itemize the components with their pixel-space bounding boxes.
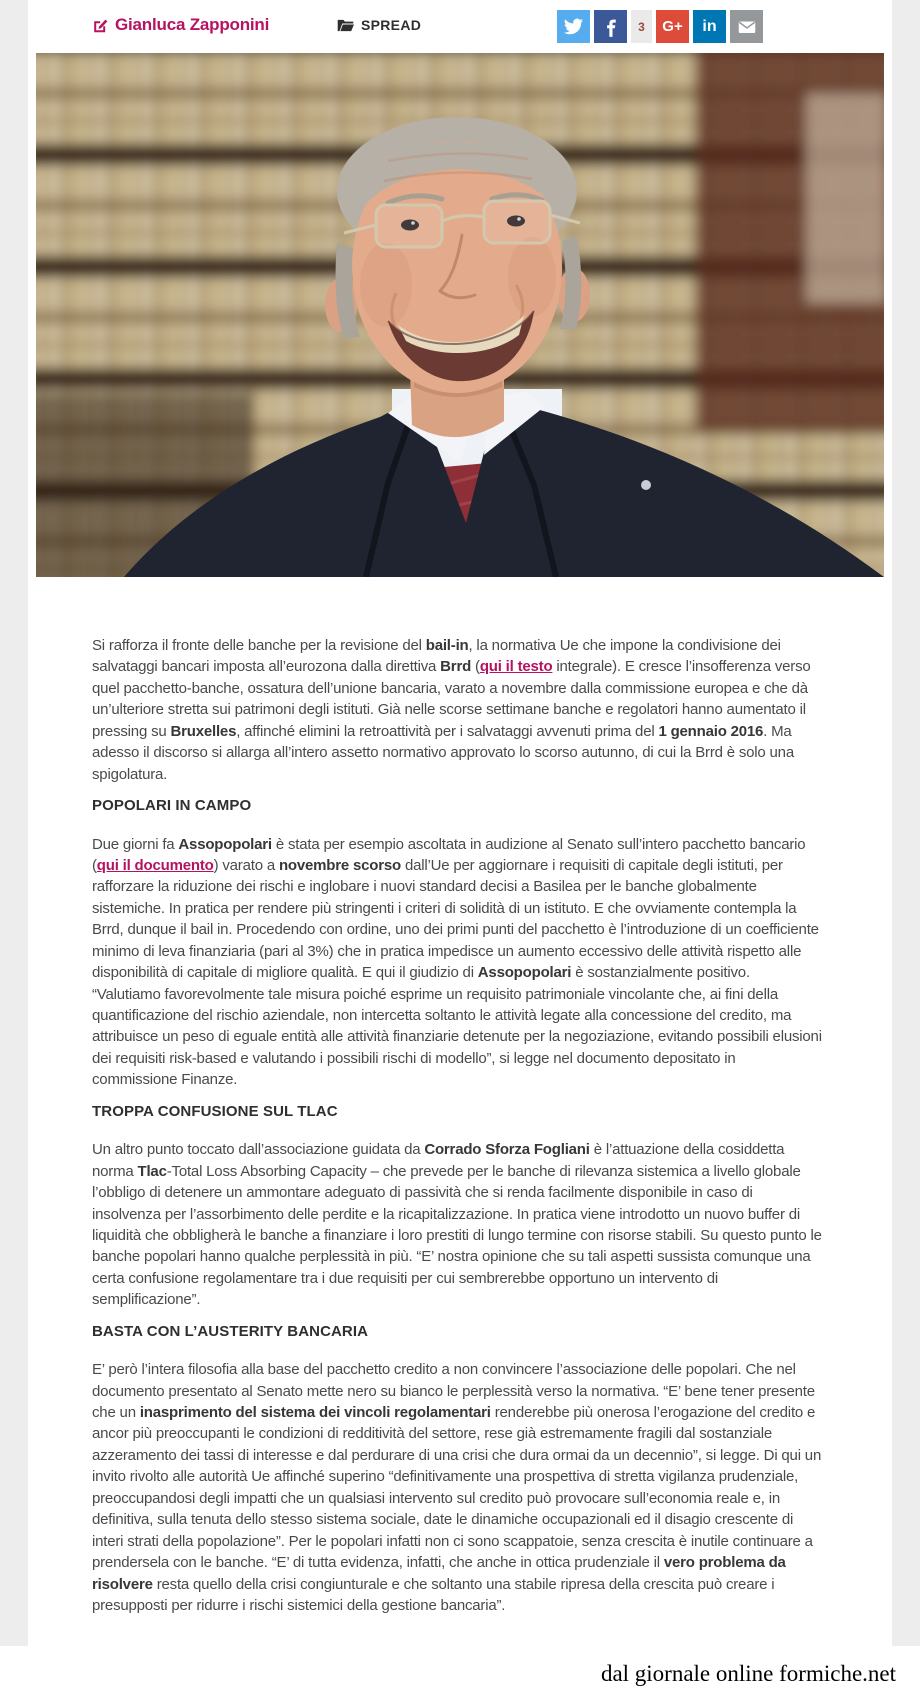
bold-text: Corrado Sforza Fogliani <box>424 1141 590 1159</box>
plain-text: è l’attuazione della cosiddetta norma <box>92 1141 785 1180</box>
bold-text: bail-in <box>425 637 469 654</box>
article-paragraph <box>92 635 822 785</box>
edit-pencil-icon <box>92 17 108 33</box>
bold-text: inasprimento del sistema dei vincoli regolamentari <box>139 1404 491 1421</box>
plain-text: . Ma adesso il discorso si allarga all’intero assetto normativo approvato lo scorso autunno, di cui la Brrd è solo una spigolatura. <box>92 722 794 783</box>
article-paragraph <box>92 1139 822 1311</box>
plain-text: è sostanzialmente positivo. “Valutiamo favorevolmente tale misura poiché esprime un requisito patrimoniale vincolante che, ai fini della quantificazione del rischio aziendale, non intercetta soltanto le attività legate alla concessione del credito, ma attribuisce un peso di eguale entità alle attività finanziarie detenute per la negoziazione, evitando possibili elusioni dei requisiti risk-based e valutando i possibili rischi di modello”, si legge nel documento depositato in commissione Finanze. <box>92 964 822 1089</box>
plain-text: integrale). E cresce l’insofferenza verso quel pacchetto-banche, ossatura dell’unione bancaria, varato a novembre dalla commissione europea e che dà un’ulteriore stretta sui patrimoni degli istituti. Già nelle scorse settimane banche e regolatori hanno aumentato il pressing su <box>92 658 811 740</box>
plain-text: renderebbe più onerosa l’erogazione del credito e ancor più preoccupanti le condizioni di redditività del settore, rese già estremamente fragili dal sostanziale azzeramento dei tassi di interesse e dal perdurare di una crisi che dura ormai da un decennio”, si legge. Di qui un invito rivolto alle autorità Ue affinché superino “definitivamente una prospettiva di stretta vigilanza prudenziale, preoccupandosi degli impatti che un qualsiasi intervento sul credito può provocare sull’economia reale e, in definitiva, sulla tenuta dello stesso sistema sociale, date le dinamiche occupazionali ed il disagio crescente di interi strati della popolazione”. Per le popolari infatti non ci sono scappatoie, senza crescita è inutile continuare a prendersela con le banche. “E’ di tutta evidenza, infatti, che anche in ottica prudenziale il <box>92 1404 822 1572</box>
folder-icon <box>337 18 354 33</box>
plain-text: ( <box>471 658 480 676</box>
linkedin-icon: in <box>702 17 717 35</box>
section-heading: TROPPA CONFUSIONE SUL TLAC <box>92 1102 338 1120</box>
article-meta-bar <box>36 0 884 53</box>
bold-text: Tlac <box>137 1162 167 1180</box>
category-link[interactable] <box>337 17 421 33</box>
author-name: Gianluca Zapponini <box>115 15 270 34</box>
bold-text: Assopopolari <box>178 835 272 853</box>
plain-text: , la normativa Ue che impone la condivisione dei salvataggi bancari imposta all’eurozona dalla direttiva <box>92 637 781 676</box>
twitter-icon <box>563 16 584 37</box>
bold-text: Brrd <box>440 658 472 676</box>
share-buttons <box>557 10 763 43</box>
plain-text: ) varato a <box>213 856 279 874</box>
inline-link[interactable]: qui il testo <box>479 658 553 676</box>
google-plus-icon: G+ <box>662 18 683 35</box>
article-photo <box>36 53 884 577</box>
bold-text: Bruxelles <box>170 722 237 740</box>
bold-text: novembre scorso <box>278 856 401 874</box>
inline-link[interactable]: qui il documento <box>96 856 214 874</box>
share-facebook-button[interactable] <box>594 10 627 43</box>
article-paragraph <box>92 834 822 1091</box>
facebook-icon <box>600 16 621 37</box>
author-link[interactable] <box>92 15 269 35</box>
bold-text: 1 gennaio 2016 <box>658 722 764 740</box>
plain-text: è stata per esempio ascoltata in audizione al Senato sull’intero pacchetto bancario ( <box>92 835 806 874</box>
share-twitter-button[interactable] <box>557 10 590 43</box>
plain-text: Due giorni fa <box>92 835 179 853</box>
plain-text: resta quello della crisi congiunturale e che soltanto una stabile ripresa della crescita può creare i presupposti per ridurre i rischi sistemici della gestione bancaria”. <box>92 1575 775 1614</box>
plain-text: E’ però l’intera filosofia alla base del pacchetto credito a non convincere l’associazione delle popolari. Che nel documento presentato al Senato mette nero su bianco le perplessità verso la normativa. “E’ bene tener presente che un <box>92 1361 815 1421</box>
facebook-share-count: 3 <box>631 10 652 43</box>
article-paragraph <box>92 1359 822 1616</box>
plain-text: dall’Ue per aggiornare i requisiti di capitale degli istituti, per rafforzare la riduzione dei rischi e inglobare i nuovi standard decisi a Basilea per le banche globalmente sistemiche. In pratica per rendere più stringenti i criteri di solidità di un istituto. E che ovviamente contempla la Brrd, dunque il bail in. Procedendo con ordine, uno dei primi punti del pacchetto è l’introduzione di un coefficiente minimo di leva finanziaria (pari al 3%) che in pratica impedisce un aumento eccessivo delle attività rispetto alle disponibilità di capitale di migliore qualità. E qui il giudizio di <box>92 856 819 982</box>
article-body <box>92 635 822 1616</box>
source-credit: dal giornale online formiche.net <box>600 1660 896 1686</box>
plain-text: Si rafforza il fronte delle banche per la revisione del <box>92 637 426 654</box>
share-googleplus-button[interactable] <box>656 10 689 43</box>
plain-text: , affinché elimini la retroattività per i salvataggi avvenuti prima del <box>236 722 659 740</box>
bold-text: Assopopolari <box>477 964 572 982</box>
bold-text: vero problema da risolvere <box>92 1554 786 1593</box>
section-heading: POPOLARI IN CAMPO <box>92 797 252 815</box>
section-heading: BASTA CON L’AUSTERITY BANCARIA <box>92 1322 369 1340</box>
envelope-icon <box>736 16 758 38</box>
share-email-button[interactable] <box>730 10 763 43</box>
share-linkedin-button[interactable] <box>693 10 726 43</box>
plain-text: -Total Loss Absorbing Capacity – che prevede per le banche di rilevanza sistemica a livello globale l’obbligo di detenere un ammontare adeguato di passività che si renda facilmente disponibile in caso di insolvenza per l’assorbimento delle perdite e la ricapitalizzazione. In pratica viene introdotto un nuovo buffer di liquidità che obbligherà le banche a finanziare i loro prestiti di lungo termine con risorse stabili. Su questo punto le banche popolari hanno qualche perplessità in più. “E’ nostra opinione che su tali aspetti sussista comunque una certa confusione regolamentare tra i due requisiti per cui sembrerebbe opportuno un intervento di semplificazione”. <box>92 1162 822 1309</box>
category-label: SPREAD <box>361 17 422 33</box>
article-card <box>28 0 892 1646</box>
credit-bar <box>0 1646 920 1701</box>
plain-text: Un altro punto toccato dall’associazione guidata da <box>92 1141 425 1159</box>
